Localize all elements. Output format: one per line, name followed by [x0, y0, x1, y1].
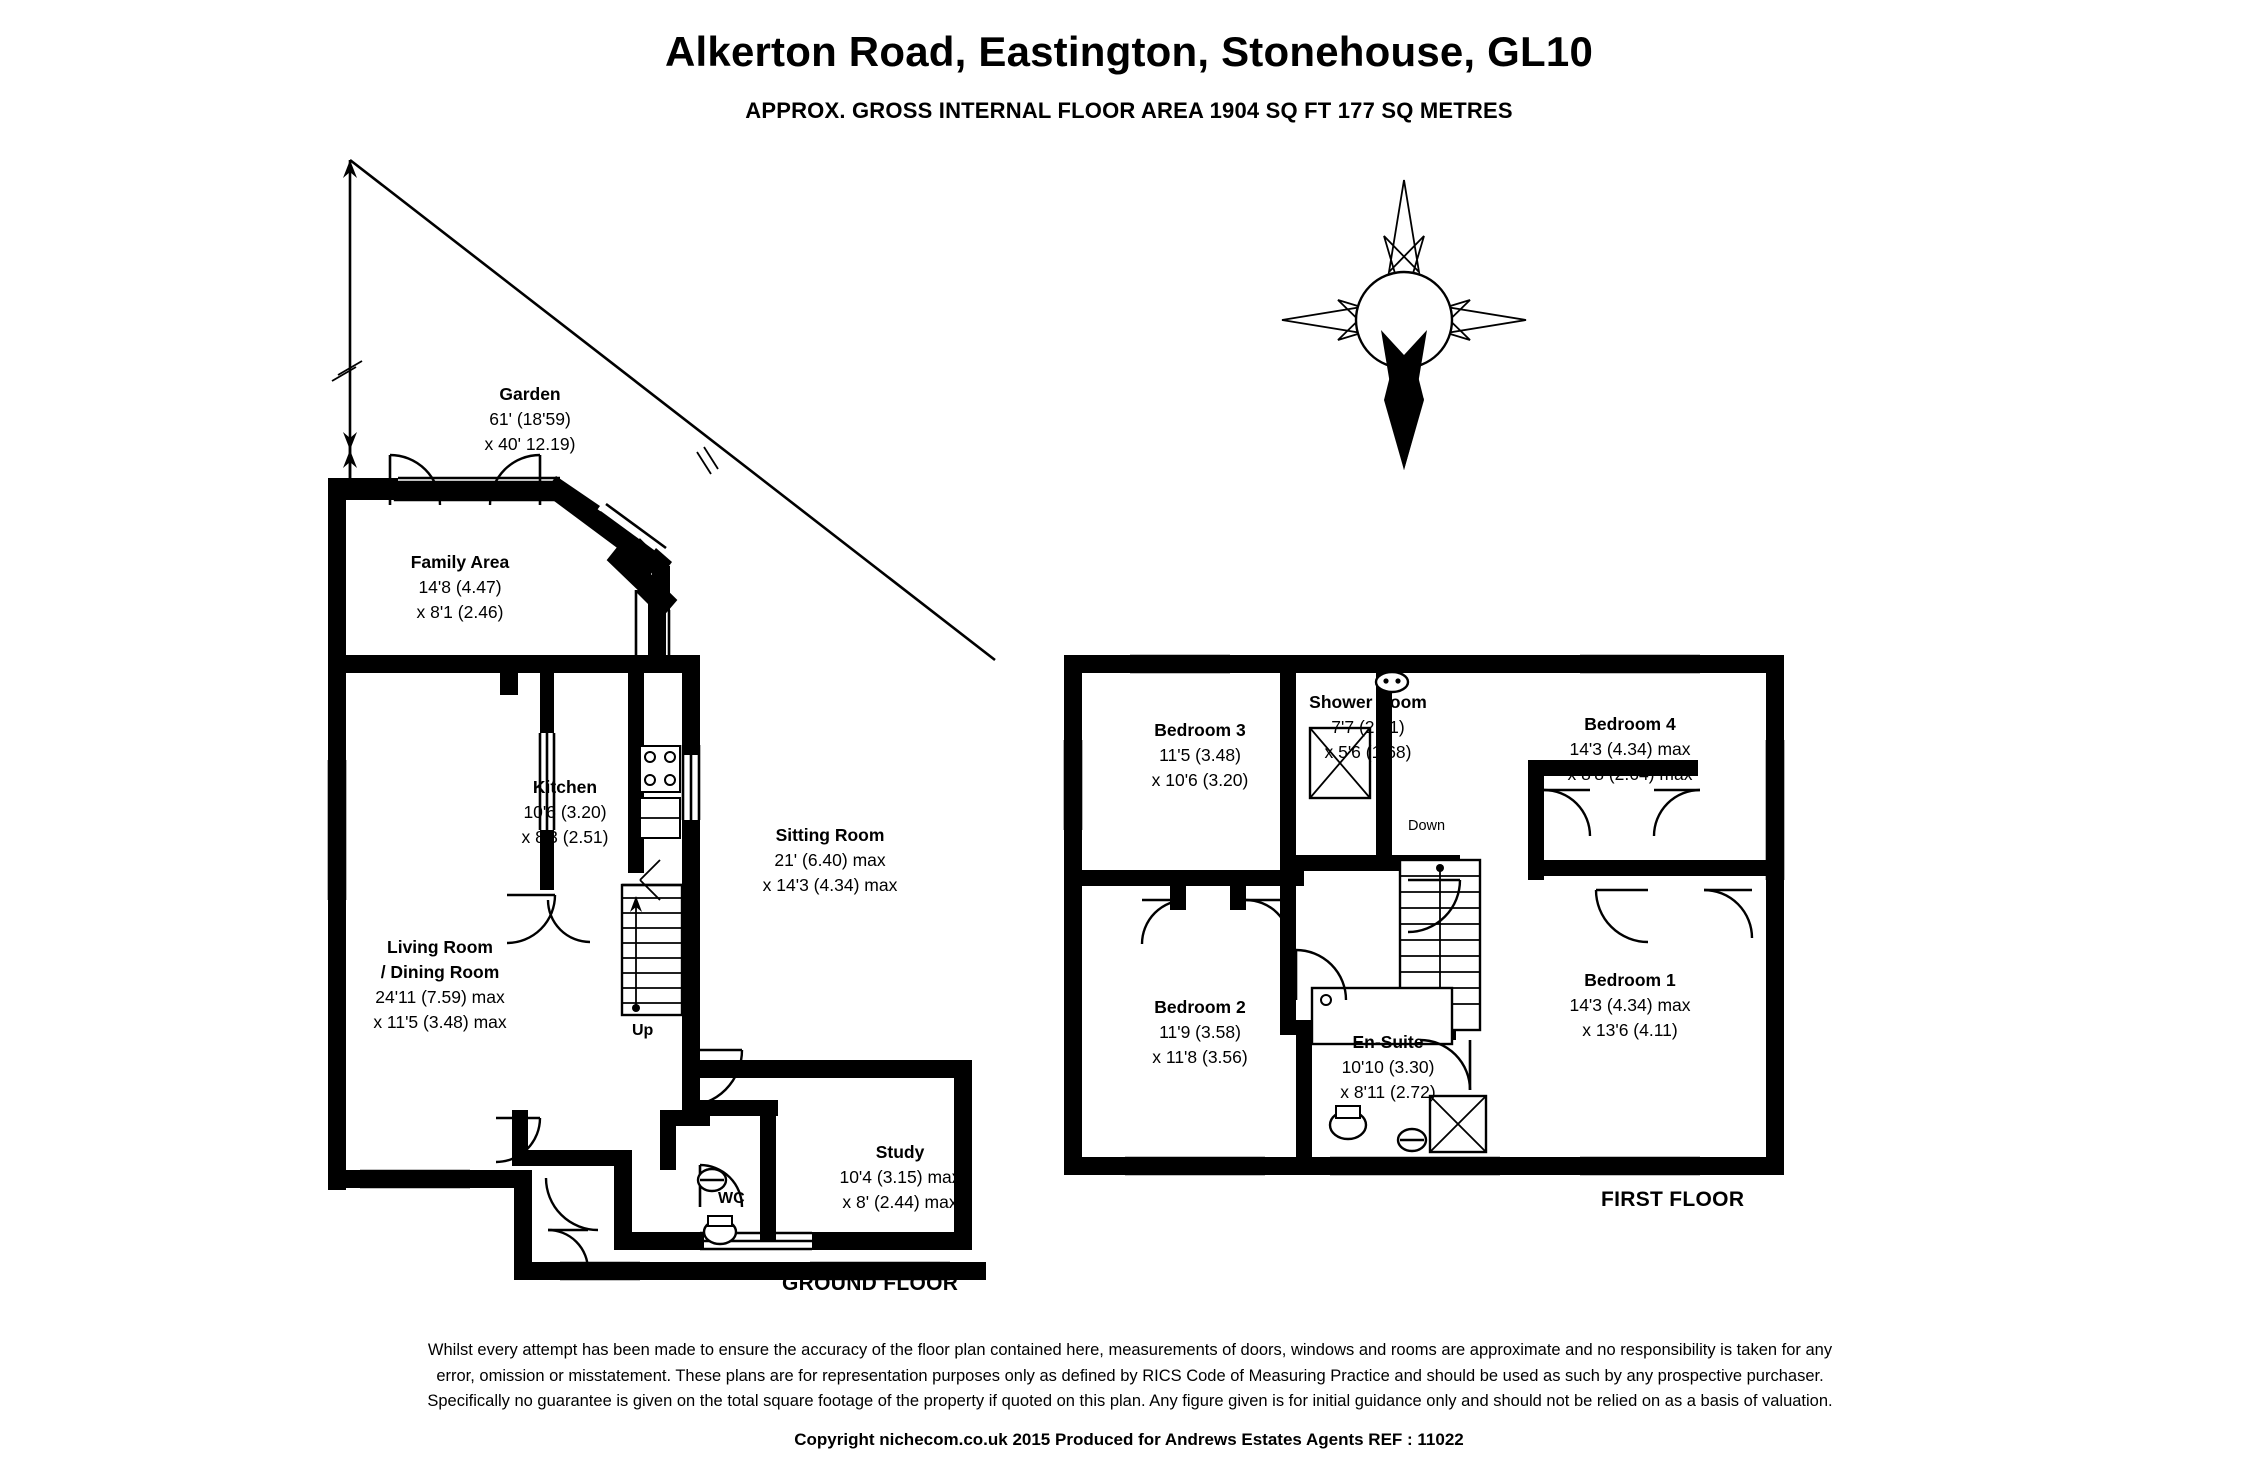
- room-label-bedroom-1: Bedroom 1 14'3 (4.34) max x 13'6 (4.11): [1569, 970, 1691, 1040]
- room-label-family-area: Family Area 14'8 (4.47) x 8'1 (2.46): [410, 552, 510, 622]
- room-label-kitchen: Kitchen 10'6 (3.20) x 8'3 (2.51): [521, 777, 609, 847]
- room-label-bedroom-2: Bedroom 2 11'9 (3.58) x 11'8 (3.56): [1152, 997, 1248, 1067]
- room-label-shower-room: Shower Room 7'7 (2.31) x 5'6 (1.68): [1309, 692, 1427, 762]
- disclaimer: [280, 1338, 1980, 1415]
- disclaimer-line-1: Whilst every attempt has been made to ensure the accuracy of the floor plan contained here, measurements of doors, windows and rooms are approximate and no responsibility is taken for any: [427, 1341, 1833, 1359]
- copyright-line: Copyright nichecom.co.uk 2015 Produced for Andrews Estates Agents REF : 11022: [794, 1430, 1464, 1449]
- ground-stairs: [622, 860, 682, 1015]
- room-label-bedroom-3: Bedroom 3 11'5 (3.48) x 10'6 (3.20): [1151, 720, 1249, 790]
- page-title: Alkerton Road, Eastington, Stonehouse, GL10: [664, 28, 1594, 75]
- compass-rose: [1282, 180, 1526, 470]
- wc-label: WC: [718, 1190, 745, 1207]
- room-label-en-suite: En-Suite 10'10 (3.30) x 8'11 (2.72): [1340, 1032, 1436, 1102]
- compass-north-letter: N: [1389, 366, 1414, 403]
- room-label-sitting-room: Sitting Room 21' (6.40) max x 14'3 (4.34) max: [762, 825, 898, 895]
- room-label-garden: Garden 61' (18'59) x 40' 12.19): [484, 384, 576, 454]
- room-label-living-dining-room: Living Room / Dining Room 24'11 (7.59) max x 11'5 (3.48) max: [373, 937, 507, 1032]
- first-floor-label: FIRST FLOOR: [1601, 1188, 1745, 1211]
- ground-floor-label: GROUND FLOOR: [782, 1272, 959, 1295]
- disclaimer-line-3: Specifically no guarantee is given on the total square footage of the property if quoted on this plan. Any figure given is for initial guidance only and should not be relied on as a basis of valuation.: [427, 1392, 1833, 1411]
- stairs-down-label: Down: [1408, 818, 1446, 834]
- floor-area-subtitle: APPROX. GROSS INTERNAL FLOOR AREA 1904 SQ FT 177 SQ METRES: [745, 98, 1513, 123]
- room-label-study: Study 10'4 (3.15) max x 8' (2.44) max: [839, 1142, 961, 1212]
- disclaimer-line-2: error, omission or misstatement. These plans are for representation purposes only as defined by RICS Code of Measuring Practice and should be used as such by any prospective purchaser.: [436, 1366, 1824, 1385]
- stairs-up-label: Up: [632, 1022, 654, 1039]
- room-label-bedroom-4: Bedroom 4 14'3 (4.34) max x 8'8 (2.64) max: [1567, 714, 1693, 784]
